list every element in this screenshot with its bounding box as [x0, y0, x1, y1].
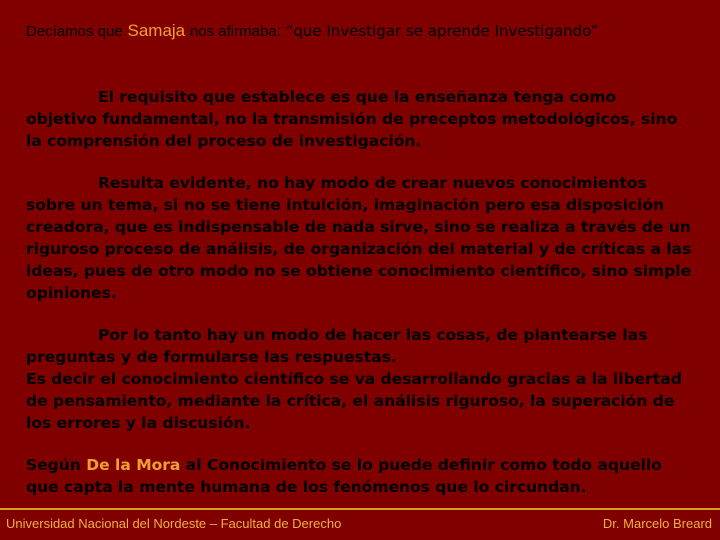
author-de-la-mora: De la Mora: [86, 456, 181, 474]
paragraph-requisito: [26, 86, 696, 152]
intro-mid: nos afirmaba:: [189, 23, 281, 40]
paragraph-body: sobre un tema, si no se tiene intuición, imaginación pero esa disposición creadora, que es indispensable de nada sirve, sino se realiza a través de un riguroso proceso de análisis, de organización del material y de críticas a las ideas, pues de otro modo no se obtiene conocimiento científico, sino simple opiniones.: [26, 196, 692, 302]
paragraph-pre: Según: [26, 456, 81, 474]
paragraph-first-line: El requisito que establece es que la enseñanza tenga como: [98, 88, 617, 106]
paragraph-por-lo-tanto: [26, 324, 696, 434]
paragraph-post: al Conocimiento se lo puede definir como todo aquello que capta la mente humana de los fenómenos que lo circundan.: [26, 456, 662, 496]
paragraph-de-la-mora: [26, 454, 696, 498]
author-samaja: Samaja: [127, 21, 186, 40]
intro-lead: Decíamos que: [26, 23, 123, 40]
footer-institution: Universidad Nacional del Nordeste – Facultad de Derecho: [6, 516, 342, 531]
intro-text: [26, 20, 686, 43]
footer-bar: [0, 508, 720, 538]
paragraph-body: objetivo fundamental, no la transmisión de preceptos metodológicos, sino la comprensión del proceso de investigación.: [26, 110, 678, 150]
paragraph-body: preguntas y de formularse las respuestas.: [26, 348, 397, 366]
paragraph-body-second: Es decir el conocimiento científico se va desarrollando gracias a la libertad de pensamiento, mediante la crítica, el análisis riguroso, la superación de los errores y la discusión.: [26, 370, 682, 432]
paragraph-first-line: Resulta evidente, no hay modo de crear nuevos conocimientos: [98, 174, 647, 192]
footer-author: Dr. Marcelo Breard: [602, 516, 712, 531]
intro-quote: “que Investigar se aprende Investigando”: [285, 22, 599, 40]
paragraph-first-line: Por lo tanto hay un modo de hacer las cosas, de plantearse las: [98, 326, 648, 344]
paragraph-resulta-evidente: [26, 172, 696, 304]
